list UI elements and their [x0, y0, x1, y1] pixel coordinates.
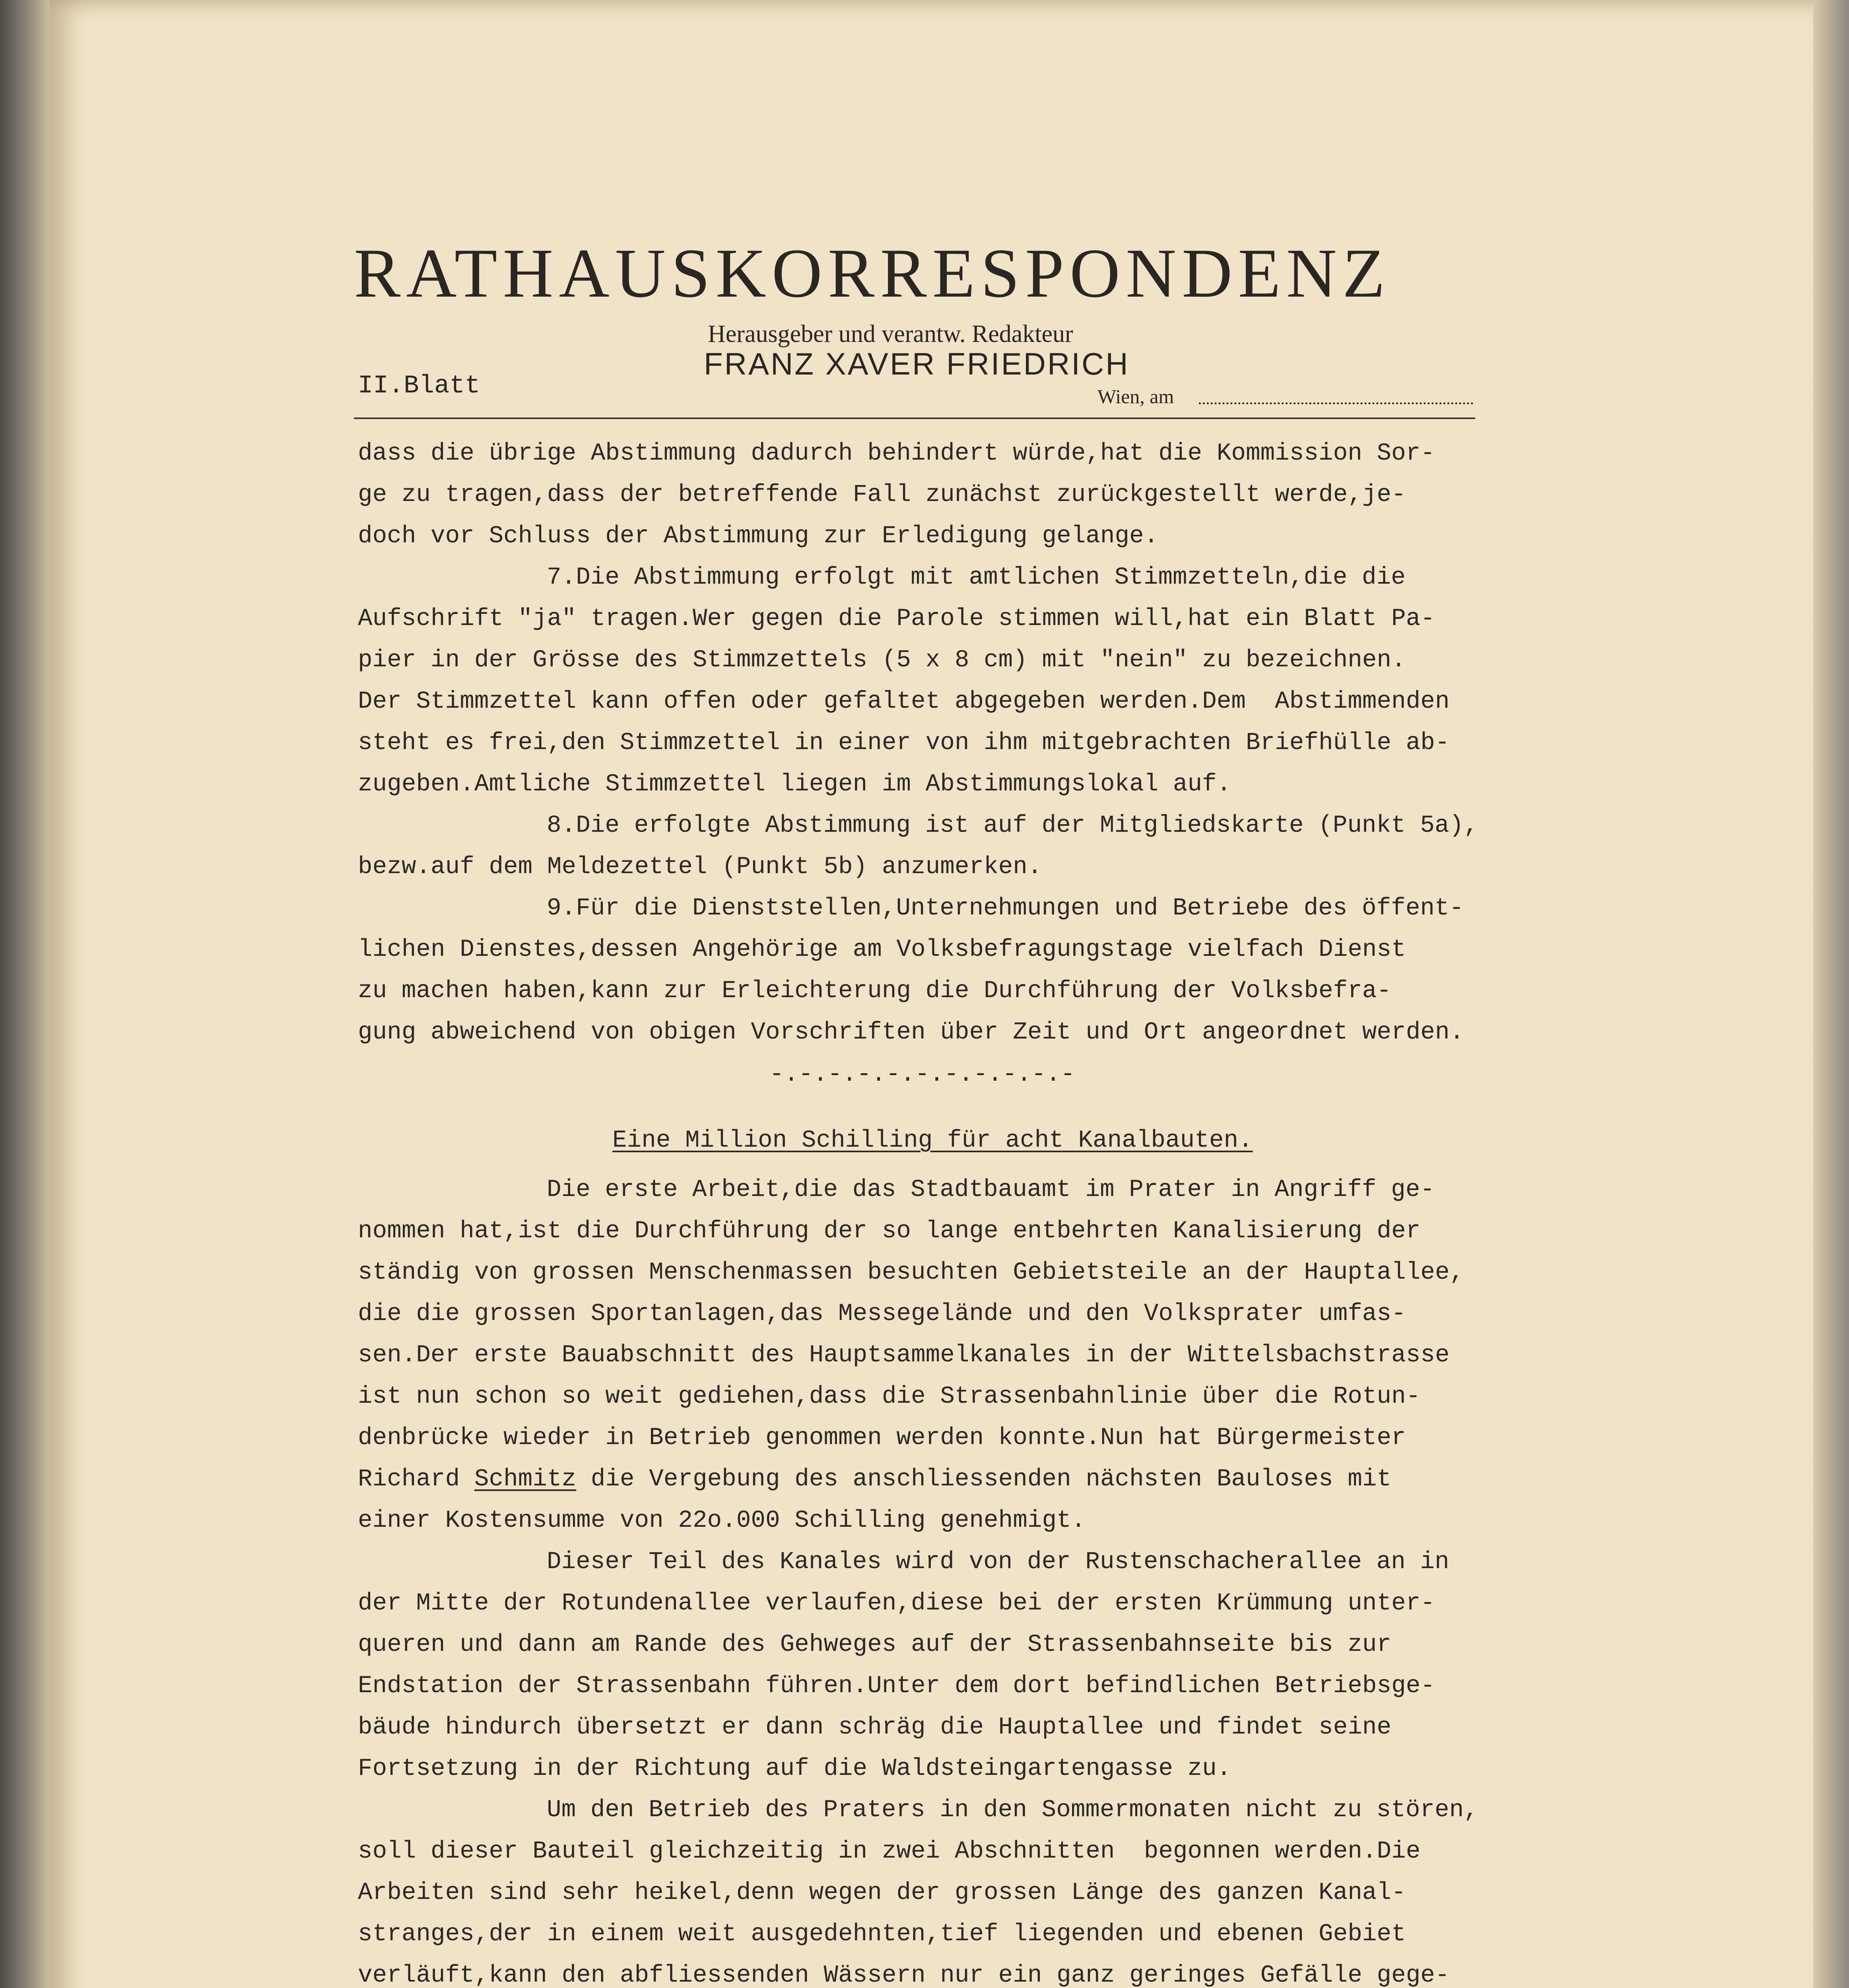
text-line: bezw.auf dem Meldezettel (Punkt 5b) anzumerken.	[358, 853, 1042, 881]
text-line: lichen Dienstes,dessen Angehörige am Volksbefragungstage vielfach Dienst	[358, 936, 1406, 963]
text-line: doch vor Schluss der Abstimmung zur Erledigung gelange.	[358, 522, 1159, 550]
text-line: queren und dann am Rande des Gehweges auf der Strassenbahnseite bis zur	[358, 1631, 1392, 1658]
text-fragment: die Vergebung des anschliessenden nächsten Bauloses mit	[576, 1466, 1392, 1493]
text-line: der Mitte der Rotundenallee verlaufen,diese bei der ersten Krümmung unter-	[358, 1590, 1435, 1617]
place-date-label: Wien, am	[1097, 385, 1174, 408]
page-edge-right	[1813, 0, 1849, 1988]
editor-name: FRANZ XAVER FRIEDRICH	[704, 346, 1130, 381]
text-line: stranges,der in einem weit ausgedehnten,tief liegenden und ebenen Gebiet	[358, 1920, 1406, 1948]
text-line: 7.Die Abstimmung erfolgt mit amtlichen Stimmzetteln,die die	[547, 564, 1406, 591]
publisher-label: Herausgeber und verantw. Redakteur	[708, 320, 1073, 348]
sheet-number: II.Blatt	[358, 372, 480, 400]
text-line: gung abweichend von obigen Vorschriften über Zeit und Ort angeordnet werden.	[358, 1019, 1464, 1046]
text-line: 9.Für die Dienststellen,Unternehmungen und Betriebe des öffent-	[547, 895, 1464, 922]
text-fragment: Richard	[358, 1466, 474, 1493]
text-line: pier in der Grösse des Stimmzettels (5 x 8 cm) mit "nein" zu bezeichnen.	[358, 646, 1406, 674]
text-line: die die grossen Sportanlagen,das Messegelände und den Volksprater umfas-	[358, 1300, 1406, 1328]
underlined-name: Schmitz	[474, 1466, 577, 1493]
text-line: steht es frei,den Stimmzettel in einer von ihm mitgebrachten Briefhülle ab-	[358, 729, 1450, 757]
text-line: Aufschrift "ja" tragen.Wer gegen die Parole stimmen will,hat ein Blatt Pa-	[358, 605, 1435, 633]
text-line: verläuft,kann den abfliessenden Wässern nur ein ganz geringes Gefälle gege-	[358, 1962, 1450, 1988]
masthead-title: RATHAUSKORRESPONDENZ	[354, 235, 1391, 312]
text-line: denbrücke wieder in Betrieb genommen werden konnte.Nun hat Bürgermeister	[358, 1424, 1406, 1452]
text-line: 8.Die erfolgte Abstimmung ist auf der Mitgliedskarte (Punkt 5a),	[547, 812, 1478, 839]
header-rule	[354, 417, 1475, 419]
section-heading: Eine Million Schilling für acht Kanalbauten.	[612, 1127, 1253, 1154]
text-line: Dieser Teil des Kanales wird von der Rustenschacherallee an in	[547, 1548, 1449, 1576]
text-line: zu machen haben,kann zur Erleichterung die Durchführung der Volksbefra-	[358, 977, 1392, 1005]
text-line: ständig von grossen Menschenmassen besuchten Gebietsteile an der Hauptallee,	[358, 1259, 1464, 1286]
text-line: zugeben.Amtliche Stimmzettel liegen im Abstimmungslokal auf.	[358, 771, 1231, 798]
text-line: Fortsetzung in der Richtung auf die Waldsteingartengasse zu.	[358, 1755, 1231, 1782]
text-line: Um den Betrieb des Praters in den Sommermonaten nicht zu stören,	[547, 1796, 1478, 1824]
text-line: nommen hat,ist die Durchführung der so lange entbehrten Kanalisierung der	[358, 1217, 1421, 1245]
section-divider: -.-.-.-.-.-.-.-.-.-.-	[769, 1061, 1075, 1088]
text-line: bäude hindurch übersetzt er dann schräg die Hauptallee und findet seine	[358, 1714, 1392, 1741]
text-line: dass die übrige Abstimmung dadurch behindert würde,hat die Kommission Sor-	[358, 440, 1435, 467]
text-line-schmitz	[358, 1467, 1571, 1491]
text-line: einer Kostensumme von 22o.000 Schilling genehmigt.	[358, 1507, 1086, 1534]
text-line: Endstation der Strassenbahn führen.Unter dem dort befindlichen Betriebsge-	[358, 1672, 1435, 1700]
text-line: soll dieser Bauteil gleichzeitig in zwei Abschnitten begonnen werden.Die	[358, 1838, 1421, 1865]
text-line: ist nun schon so weit gediehen,dass die Strassenbahnlinie über die Rotun-	[358, 1383, 1421, 1410]
text-line: ge zu tragen,dass der betreffende Fall zunächst zurückgestellt werde,je-	[358, 481, 1406, 509]
text-line: Der Stimmzettel kann offen oder gefaltet abgegeben werden.Dem Abstimmenden	[358, 688, 1450, 715]
text-line: Die erste Arbeit,die das Stadtbauamt im Prater in Angriff ge-	[547, 1176, 1435, 1204]
page-shadow-left	[0, 0, 50, 1988]
text-line: Arbeiten sind sehr heikel,denn wegen der grossen Länge des ganzen Kanal-	[358, 1879, 1406, 1906]
date-fill-line	[1199, 402, 1473, 404]
text-line: sen.Der erste Bauabschnitt des Hauptsammelkanales in der Wittelsbachstrasse	[358, 1342, 1450, 1369]
